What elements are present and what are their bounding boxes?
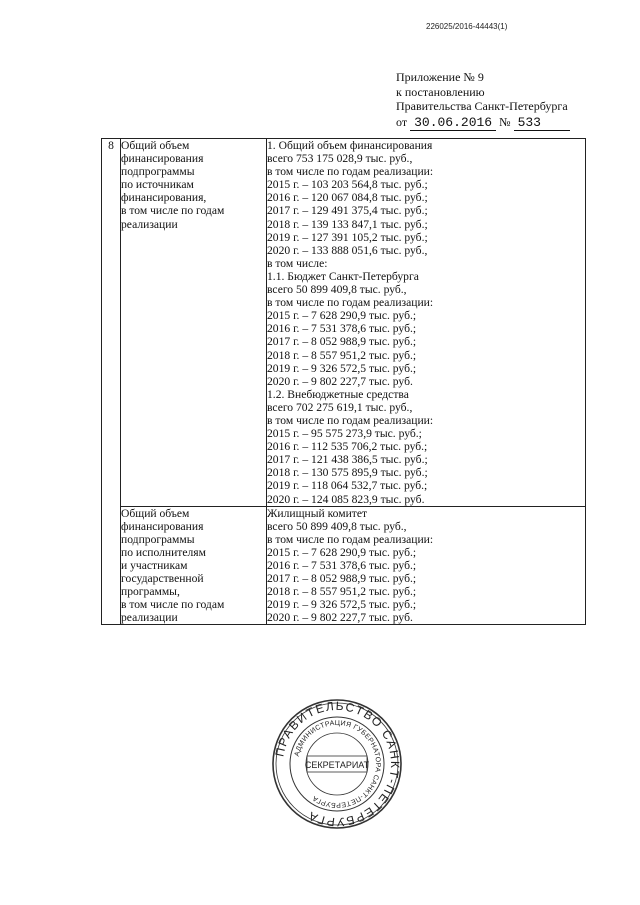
section1-content-line: 2020 г. – 9 802 227,7 тыс. руб. (267, 374, 413, 388)
seal-center-text: СЕКРЕТАРИАТ (304, 760, 370, 770)
section1-content-line: 2020 г. – 133 888 051,6 тыс. руб., (267, 243, 428, 257)
financing-table (101, 138, 586, 625)
table-row (102, 506, 586, 625)
section1-content-line: всего 702 275 619,1 тыс. руб., (267, 400, 413, 414)
section1-content-line: 2018 г. – 130 575 895,9 тыс. руб.; (267, 466, 428, 480)
section1-label-line: реализации (121, 217, 178, 231)
section1-content-line: 2017 г. – 121 438 386,5 тыс. руб.; (267, 453, 428, 467)
section2-label-cell (121, 506, 267, 625)
appendix-header (396, 70, 570, 131)
section1-label-cell (121, 139, 267, 507)
section1-content-line: всего 50 899 409,8 тыс. руб., (267, 283, 407, 297)
appendix-government: Правительства Санкт-Петербурга (396, 99, 568, 113)
section1-content-line: в том числе: (267, 256, 328, 270)
date-prefix: от (396, 114, 408, 129)
section2-label-line: Общий объем (121, 506, 190, 520)
section1-label-line: по источникам (121, 178, 194, 192)
section2-content-line: 2017 г. – 8 052 988,9 тыс. руб.; (267, 572, 417, 586)
section1-label-line: подпрограммы (121, 165, 195, 179)
section2-label-line: финансирования (121, 519, 204, 533)
section2-content-line: 2018 г. – 8 557 951,2 тыс. руб.; (267, 585, 417, 599)
section2-content-line: 2019 г. – 9 326 572,5 тыс. руб.; (267, 598, 417, 612)
section1-content-line: в том числе по годам реализации: (267, 165, 434, 179)
section1-content-line: 2017 г. – 8 052 988,9 тыс. руб.; (267, 335, 417, 349)
section2-label-line: программы, (121, 585, 180, 599)
section1-label-line: в том числе по годам (121, 204, 225, 218)
section1-content-line: всего 753 175 028,9 тыс. руб., (267, 152, 413, 166)
section1-content-line: 2018 г. – 139 133 847,1 тыс. руб.; (267, 217, 428, 231)
section1-content-cell (267, 139, 586, 507)
section1-content-line: 2020 г. – 124 085 823,9 тыс. руб. (267, 492, 425, 506)
section1-content-line: 2016 г. – 7 531 378,6 тыс. руб.; (267, 322, 417, 336)
section2-content-line: в том числе по годам реализации: (267, 532, 434, 546)
appendix-date-line (396, 115, 570, 131)
section1-content-line: в том числе по годам реализации: (267, 296, 434, 310)
section1-content-line: 2017 г. – 129 491 375,4 тыс. руб.; (267, 204, 428, 218)
section1-content-line: 1.1. Бюджет Санкт-Петербурга (267, 269, 419, 283)
appendix-title: Приложение № 9 (396, 70, 484, 84)
section1-content-line: 1. Общий объем финансирования (267, 139, 433, 152)
number-prefix: № (499, 114, 511, 129)
section1-content-line: 2019 г. – 9 326 572,5 тыс. руб.; (267, 361, 417, 375)
section1-content-line: 1.2. Внебюджетные средства (267, 387, 409, 401)
section2-content-line: Жилищный комитет (267, 506, 368, 520)
section2-label-line: в том числе по годам (121, 598, 225, 612)
section2-label-line: государственной (121, 572, 204, 586)
section1-content-line: 2015 г. – 95 575 273,9 тыс. руб.; (267, 427, 422, 441)
section2-content-line: 2020 г. – 9 802 227,7 тыс. руб. (267, 611, 413, 625)
section1-label-line: финансирования, (121, 191, 207, 205)
section2-content-cell (267, 506, 586, 625)
row-number-cell (102, 139, 121, 625)
section2-label-line: подпрограммы (121, 532, 195, 546)
section1-content-line: 2019 г. – 127 391 105,2 тыс. руб.; (267, 230, 428, 244)
section1-content-line: 2019 г. – 118 064 532,7 тыс. руб.; (267, 479, 428, 493)
date-value: 30.06.2016 (410, 115, 496, 131)
section2-label-line: реализации (121, 611, 178, 625)
section1-label-line: финансирования (121, 152, 204, 166)
document-id: 226025/2016-44443(1) (426, 22, 508, 31)
section2-content-line: 2016 г. – 7 531 378,6 тыс. руб.; (267, 559, 417, 572)
section1-content-line: 2016 г. – 120 067 084,8 тыс. руб.; (267, 191, 428, 205)
section1-content-line: в том числе по годам реализации: (267, 413, 434, 427)
section2-content-line: 2015 г. – 7 628 290,9 тыс. руб.; (267, 545, 417, 559)
number-value: 533 (514, 115, 570, 131)
section2-label-line: по исполнителям (121, 545, 206, 559)
section1-content-line: 2015 г. – 103 203 564,8 тыс. руб.; (267, 178, 428, 192)
row-number: 8 (108, 139, 114, 152)
table-row (102, 139, 586, 507)
section2-label-line: и участникам (121, 559, 188, 572)
section1-label-line: Общий объем (121, 139, 190, 152)
official-seal (271, 698, 403, 830)
section1-content-line: 2016 г. – 112 535 706,2 тыс. руб.; (267, 440, 428, 454)
appendix-resolution-ref: к постановлению (396, 84, 485, 99)
section1-content-line: 2015 г. – 7 628 290,9 тыс. руб.; (267, 309, 417, 323)
section1-content-line: 2018 г. – 8 557 951,2 тыс. руб.; (267, 348, 417, 362)
seal-outer-text: ПРАВИТЕЛЬСТВО САНКТ-ПЕТЕРБУРГА (272, 698, 403, 830)
section2-content-line: всего 50 899 409,8 тыс. руб., (267, 519, 407, 533)
seal-inner-text: АДМИНИСТРАЦИЯ ГУБЕРНАТОРА САНКТ-ПЕТЕРБУРГА (293, 719, 382, 809)
